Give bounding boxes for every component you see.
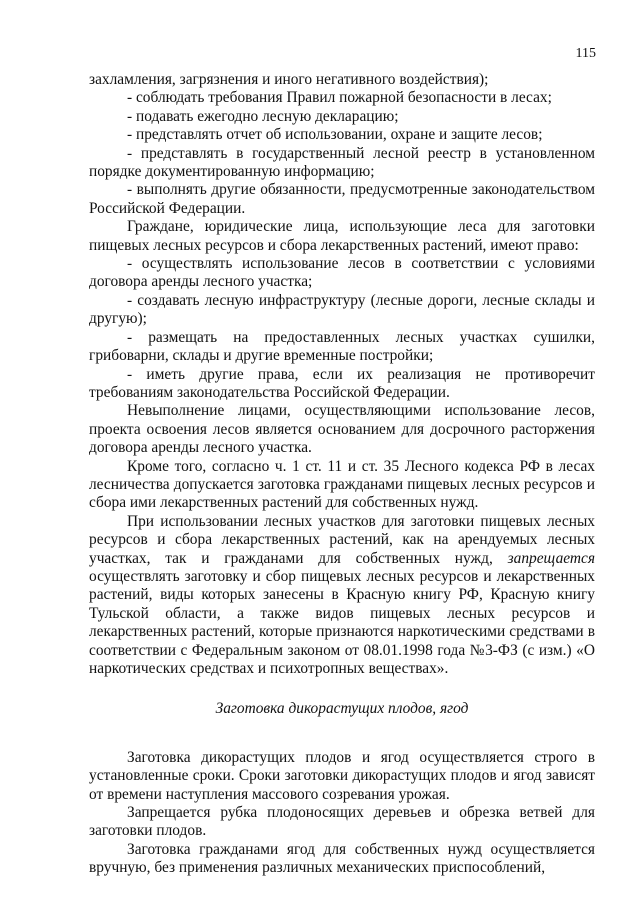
list-item-usage-report: - представлять отчет об использовании, охране и защите лесов;: [127, 126, 543, 144]
paragraph-rights-intro: Граждане, юридические лица, использующие леса для заготовки пищевых лесных ресурсов и сбора лекарственных растений, имеют право:: [89, 218, 595, 254]
page-number: 115: [575, 46, 596, 61]
paragraph-prohibition: [89, 513, 595, 679]
paragraph-cutting-prohibition: Запрещается рубка плодоносящих деревьев и обрезка ветвей для заготовки плодов.: [89, 804, 595, 840]
list-item-infrastructure-right: - создавать лесную инфраструктуру (лесные дороги, лесные склады и другую);: [89, 291, 595, 328]
paragraph-harvest-terms: Заготовка дикорастущих плодов и ягод осуществляется строго в установленные сроки. Сроки заготовки дикорастущих плодов и ягод зависят от времени наступления массового созревания урожая.: [89, 748, 595, 803]
paragraph-manual-harvest: Заготовка гражданами ягод для собственных нужд осуществляется вручную, без применения различных механических приспособлений,: [89, 840, 595, 877]
prohibition-text-after: осуществлять заготовку и сбор пищевых лесных ресурсов и лекарственных растений, виды которых занесены в Красную книгу РФ, Красную книгу Тульской области, а также видов пищевых лесных ресурсов и лекарственных растений, которые признаются наркотическими средствами в соответствии с Федеральным законом от 08.01.1998 года №3-ФЗ (с изм.) «О наркотических средствах и психотропных веществах».: [89, 567, 595, 677]
list-item-forest-declaration: - подавать ежегодно лесную декларацию;: [127, 107, 399, 125]
list-item-temporary-buildings-right: - размещать на предоставленных лесных участках сушилки, грибоварни, склады и другие временные постройки;: [89, 328, 595, 365]
section-heading: Заготовка дикорастущих плодов, ягод: [215, 700, 469, 718]
list-item-other-duties: - выполнять другие обязанности, предусмотренные законодательством Российской Федерации.: [89, 181, 595, 217]
prohibition-text-before: При использовании лесных участков для заготовки пищевых лесных ресурсов и сбора лекарственных растений, как на арендуемых лесных участках, так и гражданами для собственных нужд,: [89, 512, 595, 567]
paragraph-continuation: захламления, загрязнения и иного негативного воздействия);: [89, 71, 489, 88]
paragraph-non-compliance: Невыполнение лицами, осуществляющими использование лесов, проекта освоения лесов является основанием для досрочного расторжения договора аренды лесного участка.: [89, 402, 595, 457]
list-item-fire-safety: - соблюдать требования Правил пожарной безопасности в лесах;: [127, 89, 552, 107]
paragraph-forest-code: Кроме того, согласно ч. 1 ст. 11 и ст. 35 Лесного кодекса РФ в лесах лесничества допускается заготовка гражданами пищевых лесных ресурсов и сбора ими лекарственных растений для собственных нужд.: [89, 457, 595, 512]
document-body: [89, 71, 595, 878]
prohibition-emphasis: запрещается: [507, 549, 595, 567]
list-item-forest-registry: - представлять в государственный лесной реестр в установленном порядке документированную информацию;: [89, 144, 595, 181]
list-item-other-rights: - иметь другие права, если их реализация не противоречит требованиям законодательства Российской Федерации.: [89, 365, 595, 401]
list-item-forest-use-right: - осуществлять использование лесов в соответствии с условиями договора аренды лесного участка;: [89, 255, 595, 291]
